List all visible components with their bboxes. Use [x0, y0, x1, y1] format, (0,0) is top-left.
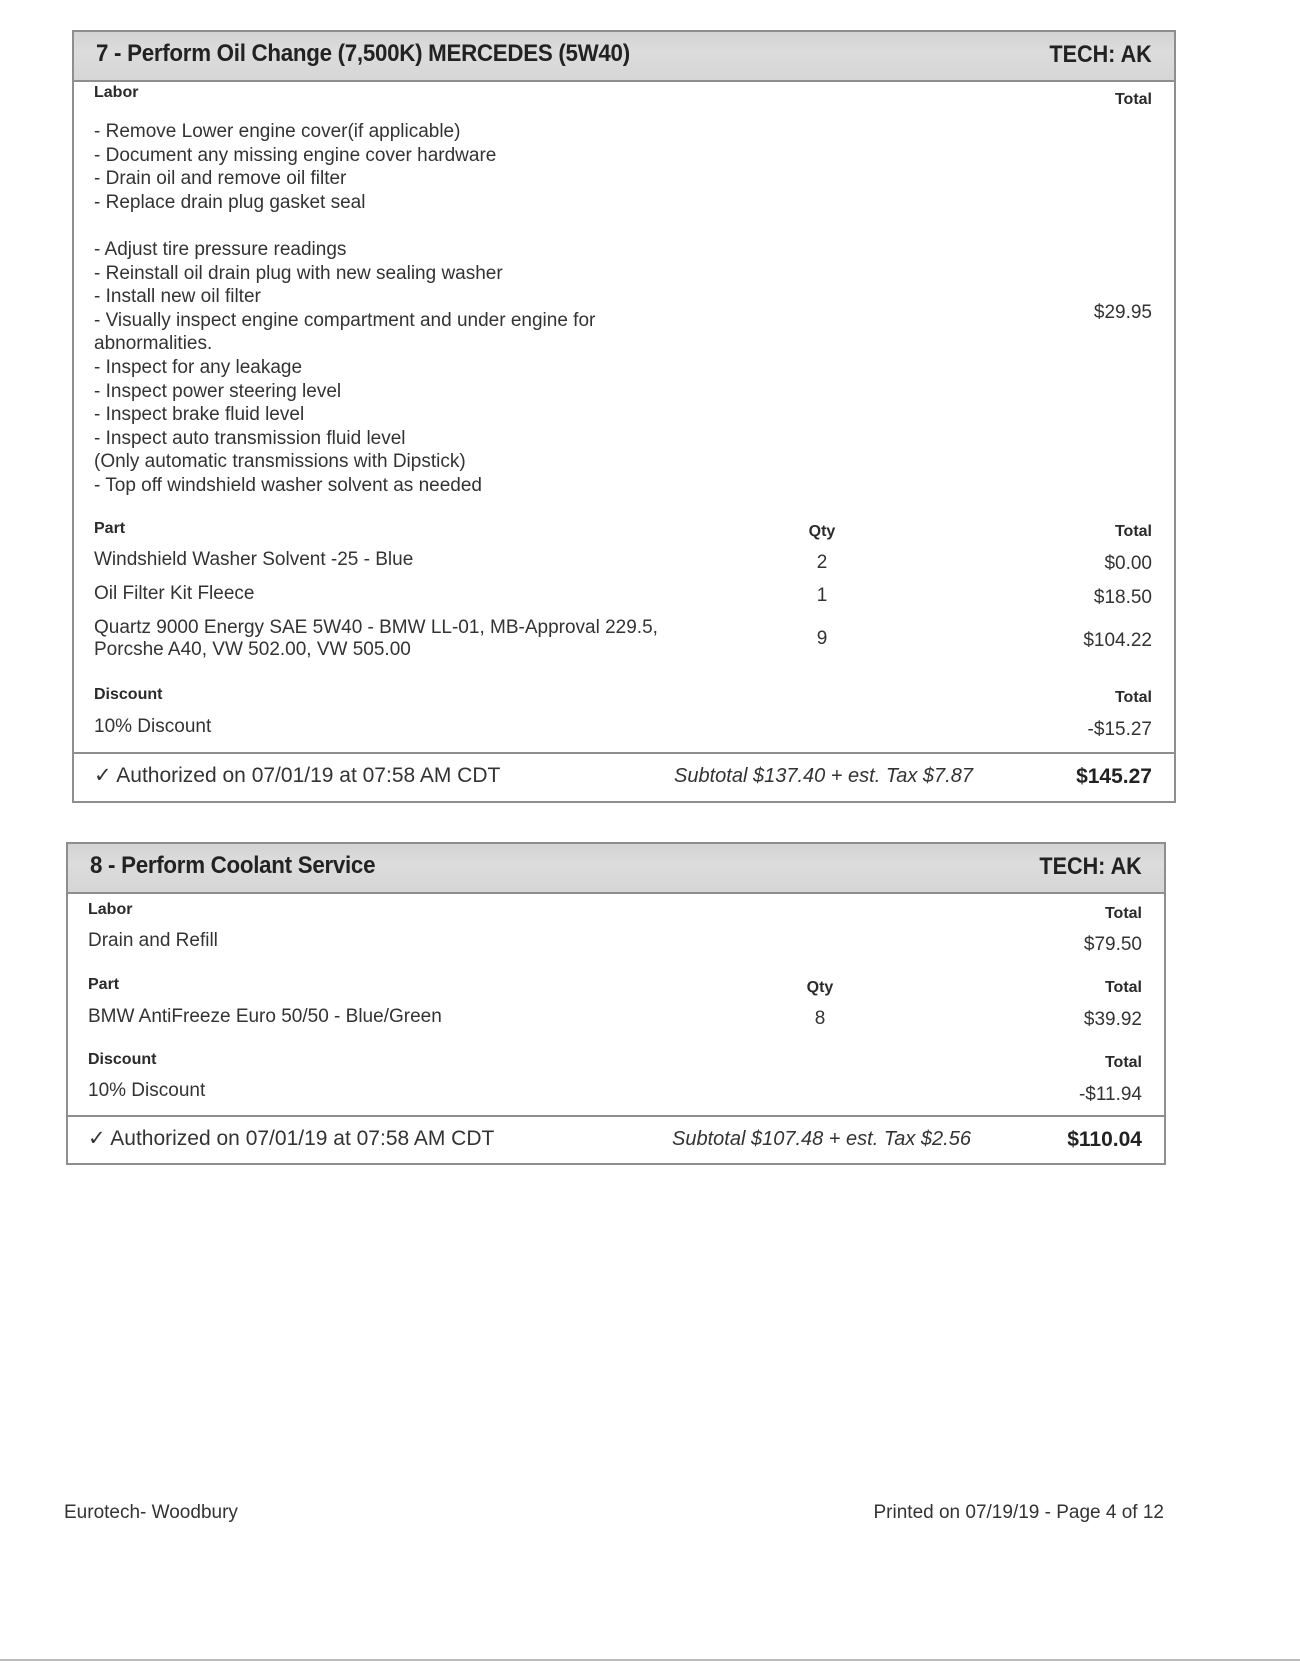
part-name: Quartz 9000 Energy SAE 5W40 - BMW LL-01, MB-Approval 229.5,	[94, 617, 658, 638]
service-title: 7 - Perform Oil Change (7,500K) MERCEDES (5W40)	[96, 40, 630, 67]
footer-shop-name: Eurotech- Woodbury	[64, 1502, 238, 1523]
discount-label: Discount	[88, 1051, 157, 1068]
grand-total: $110.04	[1067, 1128, 1142, 1151]
part-label: Part	[94, 520, 126, 537]
authorization-status: ✓ Authorized on 07/01/19 at 07:58 AM CDT	[94, 764, 501, 787]
labor-label: Labor	[88, 901, 133, 918]
part-qty: 1	[816, 585, 828, 606]
labor-step: - Inspect for any leakage	[94, 356, 303, 378]
service-title: 8 - Perform Coolant Service	[90, 852, 376, 879]
part-total: $0.00	[1104, 553, 1152, 574]
qty-label: Qty	[808, 523, 836, 540]
labor-step: - Inspect auto transmission fluid level	[94, 427, 406, 449]
labor-total-label: Total	[1114, 91, 1152, 108]
discount-label: Discount	[94, 686, 163, 703]
part-name: BMW AntiFreeze Euro 50/50 - Blue/Green	[88, 1006, 442, 1027]
labor-step: - Replace drain plug gasket seal	[94, 191, 366, 213]
qty-label: Qty	[806, 979, 834, 996]
labor-step: - Adjust tire pressure readings	[94, 238, 347, 260]
divider	[74, 752, 1174, 754]
part-qty: 9	[816, 628, 828, 649]
discount-name: 10% Discount	[94, 716, 212, 737]
discount-total: -$15.27	[1087, 719, 1152, 740]
discount-total-label: Total	[1104, 1054, 1142, 1071]
authorization-status: ✓ Authorized on 07/01/19 at 07:58 AM CDT	[88, 1127, 495, 1150]
part-total-label: Total	[1114, 523, 1152, 540]
labor-step: - Document any missing engine cover hardware	[94, 144, 497, 166]
labor-total-label: Total	[1104, 905, 1142, 922]
tech-label: TECH: AK	[1039, 853, 1142, 880]
labor-step: - Inspect brake fluid level	[94, 404, 305, 426]
labor-step: - Inspect power steering level	[94, 380, 342, 402]
discount-total-label: Total	[1114, 689, 1152, 706]
part-total-label: Total	[1104, 979, 1142, 996]
divider	[68, 1115, 1164, 1117]
part-name: Oil Filter Kit Fleece	[94, 583, 255, 604]
part-label: Part	[88, 976, 120, 993]
labor-label: Labor	[94, 84, 139, 101]
page-edge-line	[0, 1659, 1300, 1661]
labor-step: - Visually inspect engine compartment and under engine for	[94, 309, 596, 331]
part-total: $39.92	[1083, 1009, 1142, 1030]
part-name-continued: Porcshe A40, VW 502.00, VW 505.00	[94, 639, 411, 660]
labor-step: - Install new oil filter	[94, 286, 261, 308]
labor-step: - Top off windshield washer solvent as needed	[94, 474, 482, 496]
subtotal-text: Subtotal $107.48 + est. Tax $2.56	[672, 1128, 971, 1150]
labor-steps-list	[94, 120, 595, 498]
part-total: $104.22	[1083, 630, 1152, 651]
part-qty: 2	[816, 552, 828, 573]
labor-step: - Drain oil and remove oil filter	[94, 168, 347, 190]
labor-line: Drain and Refill	[88, 930, 218, 951]
part-total: $18.50	[1093, 587, 1152, 608]
service-header	[68, 844, 1164, 894]
footer-printed-info: Printed on 07/19/19 - Page 4 of 12	[873, 1502, 1164, 1523]
service-header	[74, 32, 1174, 82]
discount-name: 10% Discount	[88, 1080, 206, 1101]
labor-step: abnormalities.	[94, 333, 213, 355]
part-qty: 8	[814, 1008, 826, 1029]
labor-total: $29.95	[1093, 302, 1152, 323]
discount-total: -$11.94	[1078, 1084, 1142, 1105]
tech-label: TECH: AK	[1049, 41, 1152, 68]
part-name: Windshield Washer Solvent -25 - Blue	[94, 549, 414, 570]
service-card-coolant	[66, 842, 1166, 1165]
service-card-oil-change	[72, 30, 1176, 803]
grand-total: $145.27	[1076, 765, 1152, 788]
labor-step: (Only automatic transmissions with Dipstick)	[94, 451, 466, 473]
subtotal-text: Subtotal $137.40 + est. Tax $7.87	[674, 765, 973, 787]
labor-step: - Reinstall oil drain plug with new sealing washer	[94, 262, 503, 284]
labor-step: - Remove Lower engine cover(if applicable)	[94, 121, 461, 142]
labor-total: $79.50	[1083, 934, 1142, 955]
